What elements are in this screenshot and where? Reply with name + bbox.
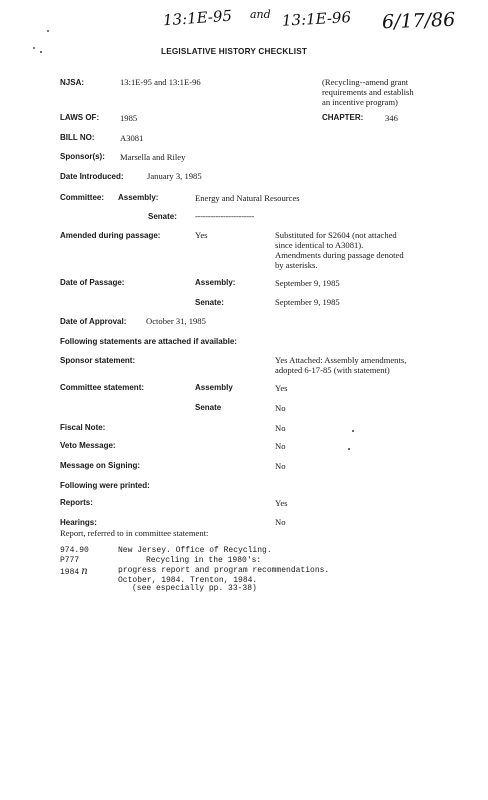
scan-speck — [47, 30, 49, 32]
committee-senate-label: Senate: — [148, 212, 177, 221]
catalog-imprint: October, 1984. Trenton, 1984. — [118, 576, 258, 585]
njsa-note-line-3: an incentive program) — [322, 97, 398, 107]
handwritten-and: and — [250, 8, 271, 21]
date-of-approval-label: Date of Approval: — [60, 317, 127, 326]
veto-message-value: No — [275, 441, 286, 451]
amended-note-line-2: since identical to A3081). — [275, 240, 364, 250]
njsa-value: 13:1E-95 and 13:1E-96 — [120, 77, 201, 87]
bill-no-label: BILL NO: — [60, 133, 95, 142]
call-number-line-1: 974.90 — [60, 546, 89, 555]
catalog-title: Recycling in the 1980's: — [146, 556, 262, 565]
reports-value: Yes — [275, 498, 288, 508]
njsa-note-line-1: (Recycling--amend grant — [322, 77, 409, 87]
laws-of-label: LAWS OF: — [60, 113, 100, 122]
njsa-label: NJSA: — [60, 78, 85, 87]
njsa-note-line-2: requirements and establish — [322, 87, 414, 97]
committee-assembly-value: Energy and Natural Resources — [195, 193, 300, 203]
call-number-line-2: P777 — [60, 556, 80, 565]
scan-speck — [40, 51, 42, 53]
catalog-note: (see especially pp. 33-38) — [132, 584, 257, 593]
scan-speck — [33, 47, 35, 49]
amended-note-line-4: by asterisks. — [275, 260, 318, 270]
veto-message-label: Veto Message: — [60, 441, 116, 450]
date-of-passage-label: Date of Passage: — [60, 278, 125, 287]
bill-no-value: A3081 — [120, 133, 144, 143]
committee-assembly-label: Assembly: — [118, 193, 159, 202]
amended-value: Yes — [195, 230, 208, 240]
date-of-approval-value: October 31, 1985 — [146, 316, 206, 326]
report-referred-text: Report, referred to in committee statement: — [60, 528, 209, 538]
catalog-subtitle: progress report and program recommendations. — [118, 566, 330, 575]
amended-note-line-1: Substituted for S2604 (not attached — [275, 230, 397, 240]
page-title: LEGISLATIVE HISTORY CHECKLIST — [161, 47, 308, 56]
message-on-signing-label: Message on Signing: — [60, 461, 141, 470]
handwritten-statute-a: 13:1E-95 — [162, 6, 233, 30]
committee-statement-assembly-value: Yes — [275, 383, 288, 393]
message-on-signing-value: No — [275, 461, 286, 471]
sponsor-statement-value-line-1: Yes Attached: Assembly amendments, — [275, 355, 407, 365]
fiscal-note-label: Fiscal Note: — [60, 423, 106, 432]
committee-label: Committee: — [60, 193, 105, 202]
committee-senate-value: ----------------------- — [195, 211, 254, 221]
reports-label: Reports: — [60, 498, 93, 507]
passage-assembly-label: Assembly: — [195, 278, 236, 287]
passage-senate-label: Senate: — [195, 298, 224, 307]
call-number-line-3: 1984 n — [60, 566, 88, 577]
scan-speck — [352, 430, 354, 432]
sponsors-label: Sponsor(s): — [60, 152, 105, 161]
passage-senate-value: September 9, 1985 — [275, 297, 340, 307]
sponsor-statement-value-line-2: adopted 6-17-85 (with statement) — [275, 365, 390, 375]
date-introduced-value: January 3, 1985 — [147, 171, 202, 181]
sponsors-value: Marsella and Riley — [120, 152, 186, 162]
handwritten-statute-b: 13:1E-96 — [281, 8, 352, 30]
fiscal-note-value: No — [275, 423, 286, 433]
amended-note-line-3: Amendments during passage denoted — [275, 250, 404, 260]
following-statements-heading: Following statements are attached if available: — [60, 337, 237, 346]
catalog-author: New Jersey. Office of Recycling. — [118, 546, 272, 555]
following-printed-heading: Following were printed: — [60, 481, 150, 490]
call-number-handwritten: n — [81, 566, 88, 577]
handwritten-date: 6/17/86 — [381, 8, 456, 34]
hearings-value: No — [275, 517, 286, 527]
committee-statement-label: Committee statement: — [60, 383, 145, 392]
committee-statement-senate-value: No — [275, 403, 286, 413]
committee-statement-senate-label: Senate — [195, 403, 222, 412]
date-introduced-label: Date Introduced: — [60, 172, 124, 181]
hearings-label: Hearings: — [60, 518, 97, 527]
chapter-label: CHAPTER: — [322, 113, 364, 122]
passage-assembly-value: September 9, 1985 — [275, 278, 340, 288]
sponsor-statement-label: Sponsor statement: — [60, 356, 136, 365]
committee-statement-assembly-label: Assembly — [195, 383, 233, 392]
scan-speck — [348, 448, 350, 450]
laws-of-value: 1985 — [120, 113, 138, 123]
amended-label: Amended during passage: — [60, 231, 161, 240]
chapter-value: 346 — [385, 113, 398, 123]
